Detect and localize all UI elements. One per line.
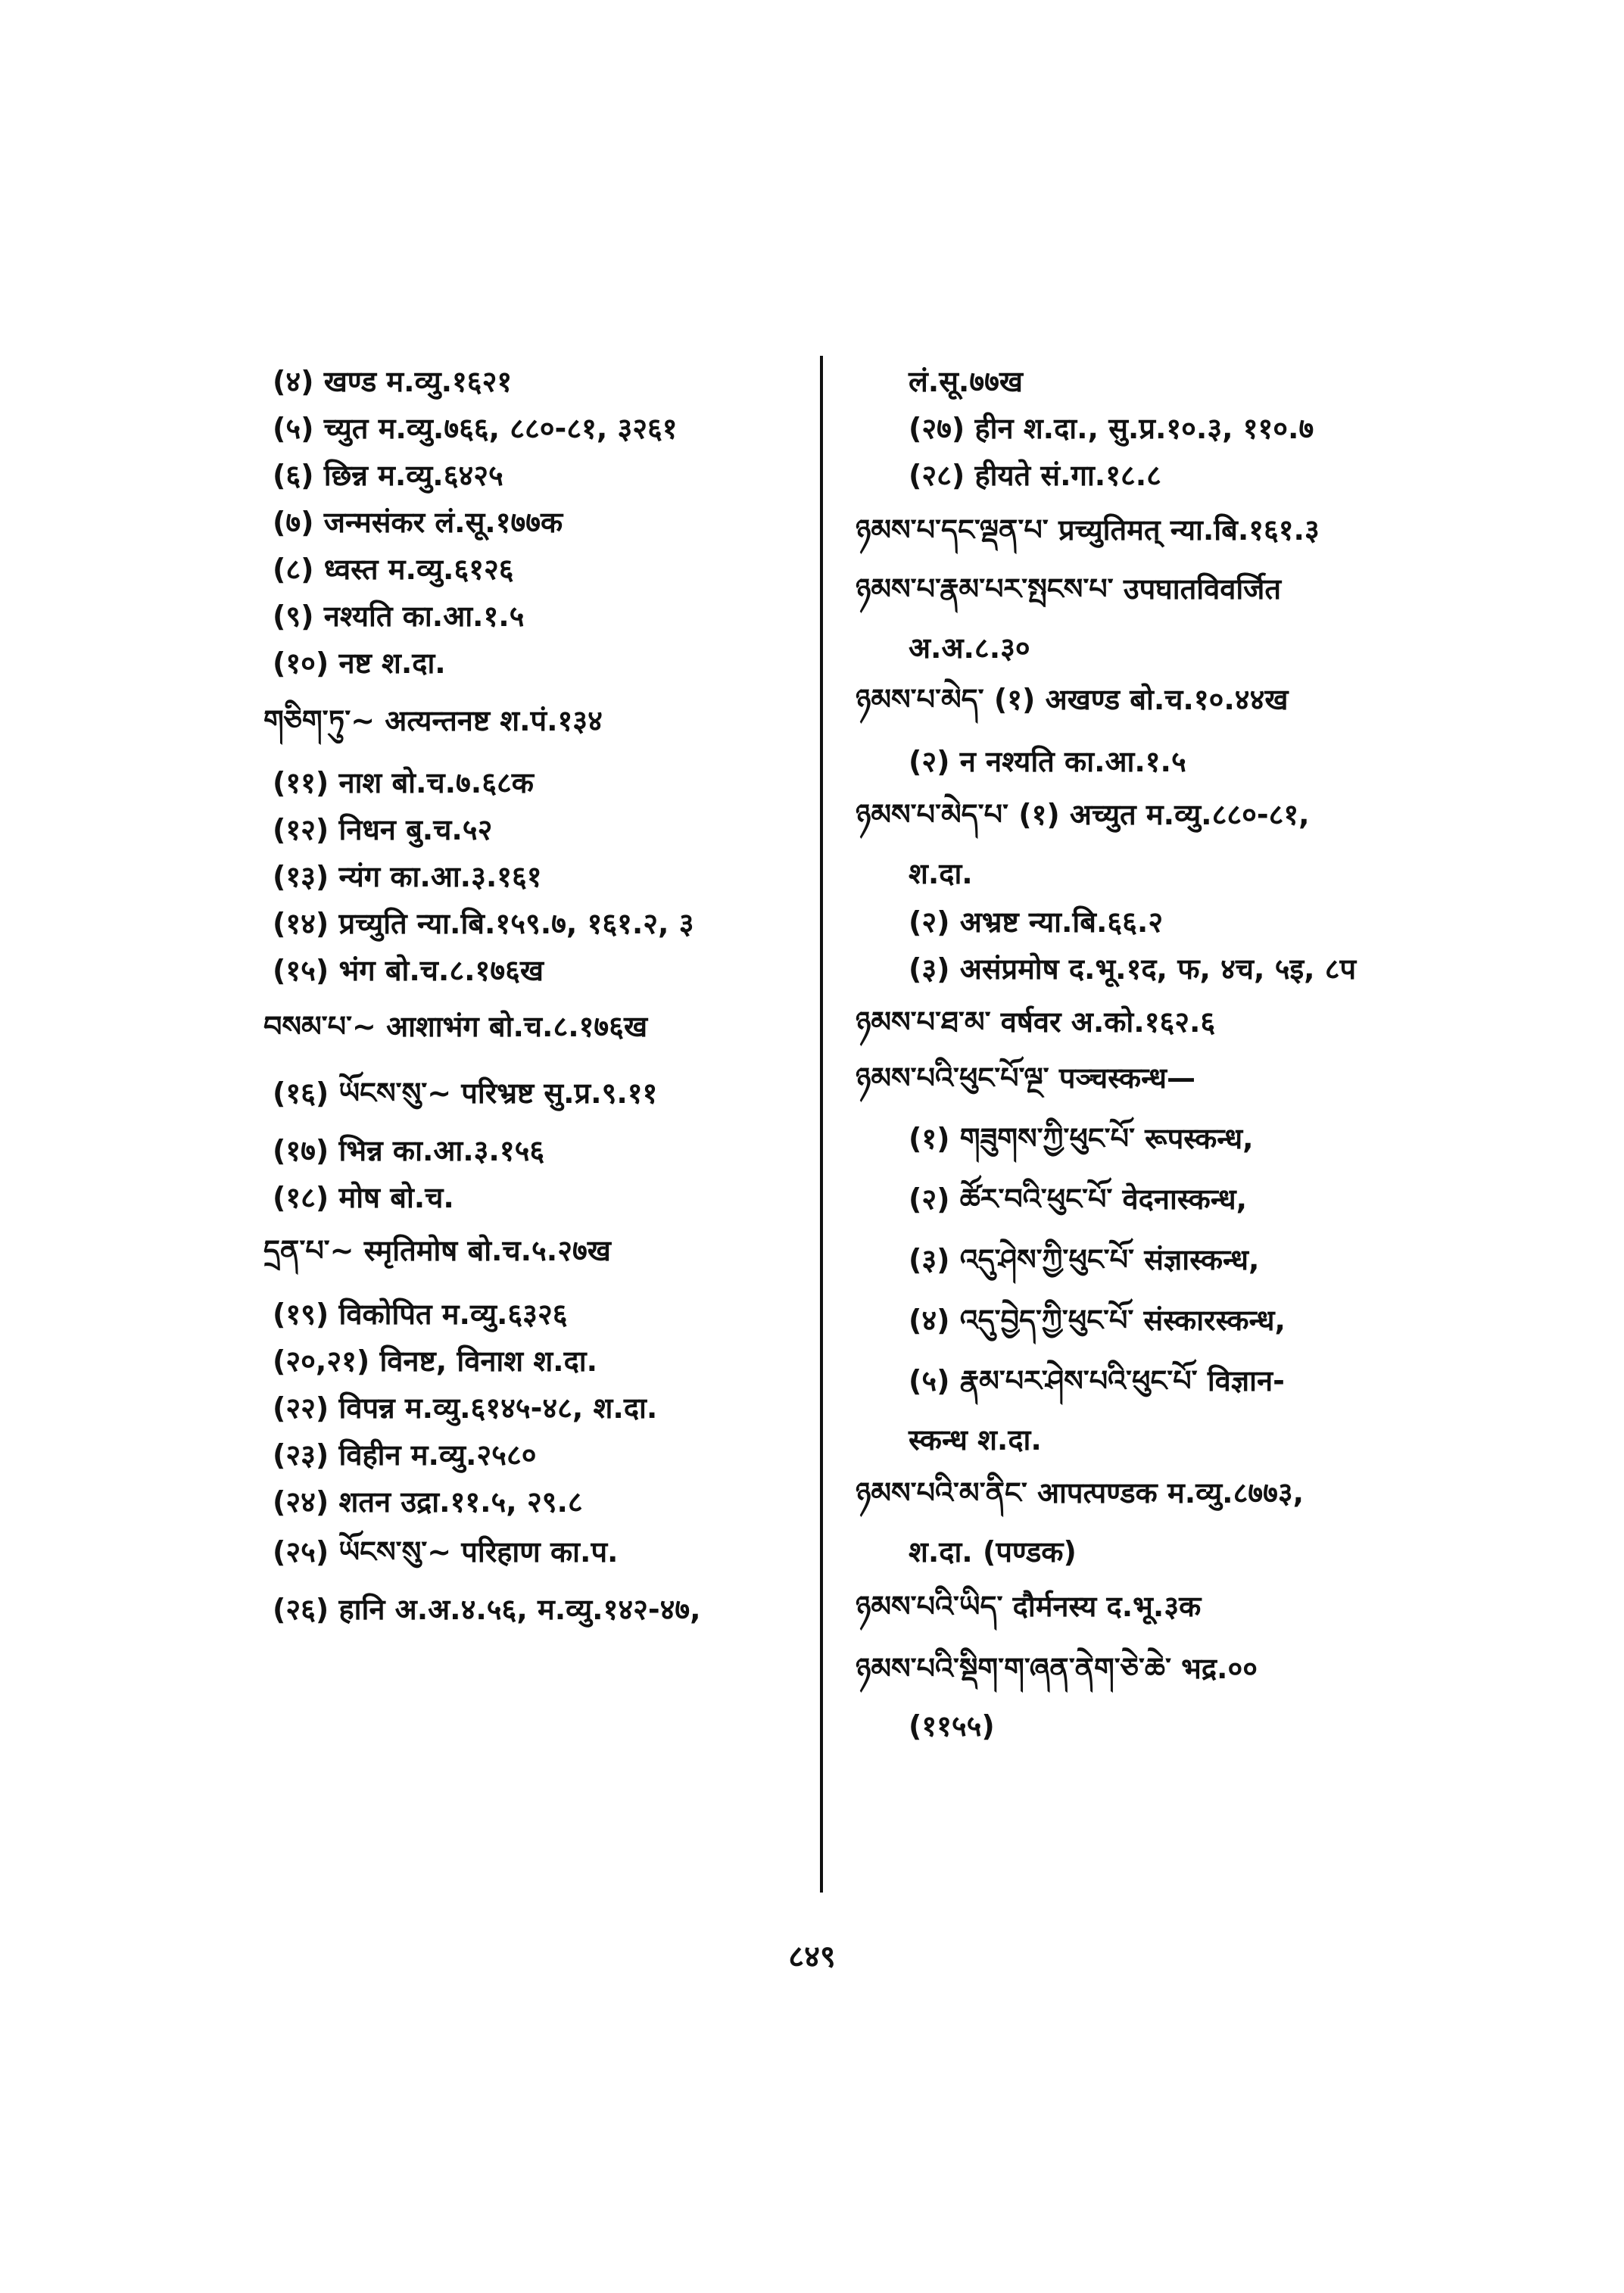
dictionary-entry-line: (१७) भिन्न का.आ.३.१५६ [273,1134,545,1167]
dictionary-entry-line: (२८) हीयते सं.गा.१८.८ [909,459,1161,492]
dictionary-entry-line: अ.अ.८.३० [909,631,1030,665]
dictionary-entry-line: (१०) नष्ट श.दा. [273,646,446,680]
dictionary-entry-line: (६) छिन्न म.व्यु.६४२५ [273,459,503,492]
column-divider [820,356,823,1893]
dictionary-entry-line: (२) ཚོར་བའི་ཕུང་པོ་ वेदनास्कन्ध, [909,1182,1248,1216]
dictionary-entry-line: श.दा. [909,857,973,890]
dictionary-entry-line: श.दा. (पण्डक) [909,1535,1077,1569]
dictionary-entry-line: (८) ध्वस्त म.व्यु.६१२६ [273,553,514,586]
dictionary-entry-line: स्कन्ध श.दा. [909,1423,1042,1456]
dictionary-entry-line: (२) न नश्यति का.आ.१.५ [909,745,1186,778]
dictionary-entry-line: (२५) ཡོངས་སུ་~ परिहाण का.प. [273,1535,619,1569]
dictionary-entry-line: ཉམས་པ་རྣམ་པར་སྤངས་པ་ उपघातविवर्जित [856,572,1282,606]
dictionary-entry-line: (९) नश्यति का.आ.१.५ [273,600,525,633]
dictionary-entry-line: (७) जन्मसंकर लं.सू.१७७क [273,506,563,539]
dictionary-entry-line: (१) གཟུགས་ཀྱི་ཕུང་པོ་ रूपस्कन्ध, [909,1122,1254,1155]
dictionary-entry-line: ཉམས་པའི་སྡིག་ག་ཞན་ནེག་ཅེ་ཆེ་ भद्र.०० [856,1652,1258,1685]
dictionary-entry-line: (५) རྣམ་པར་ཤེས་པའི་ཕུང་པོ་ विज्ञान- [909,1364,1285,1397]
dictionary-entry-line: (१५) भंग बो.च.८.१७६ख [273,954,544,987]
dictionary-entry-line: (३) असंप्रमोष द.भू.१द, फ, ४च, ५इ, ८प [909,952,1357,986]
dictionary-entry-line: (११) नाश बो.च.७.६८क [273,766,534,799]
dictionary-entry-line: (१९) विकोपित म.व्यु.६३२६ [273,1298,568,1331]
dictionary-entry-line: (१२) निधन बु.च.५२ [273,813,493,846]
dictionary-entry-line: ཉམས་པའི་ཡིད་ दौर्मनस्य द.भू.३क [856,1590,1202,1623]
dictionary-entry-line: (३) འདུ་ཤེས་ཀྱི་ཕུང་པོ་ संज्ञास्कन्ध, [909,1243,1260,1276]
dictionary-entry-line: (२७) हीन श.दा., सु.प्र.१०.३, ११०.७ [909,412,1314,445]
dictionary-entry-line: (२४) शतन उद्रा.११.५, २९.८ [273,1485,583,1519]
dictionary-entry-line: (४) खण्ड म.व्यु.१६२१ [273,365,513,398]
dictionary-entry-line: (२३) विहीन म.व्यु.२५८० [273,1438,537,1472]
dictionary-entry-line: (१८) मोष बो.च. [273,1181,454,1214]
dictionary-entry-line: (१३) न्यंग का.आ.३.१६१ [273,860,542,893]
dictionary-entry-line: (१६) ཡོངས་སུ་~ परिभ्रष्ट सु.प्र.९.११ [273,1076,658,1110]
page-number: ८४९ [788,1939,836,1974]
dictionary-entry-line: (४) འདུ་བྱེད་ཀྱི་ཕུང་པོ་ संस्कारस्कन्ध, [909,1304,1286,1337]
dictionary-entry-line: (१४) प्रच्युति न्या.बि.१५९.७, १६१.२, ३ [273,907,694,940]
dictionary-entry-line: (२२) विपन्न म.व्यु.६१४५-४८, श.दा. [273,1391,658,1425]
dictionary-entry-line: ཉམས་པ་ཐ་མ་ वर्षवर अ.को.१६२.६ [856,1005,1216,1039]
dictionary-entry-line: (२६) हानि अ.अ.४.५६, म.व्यु.१४२-४७, [273,1593,701,1626]
dictionary-entry-line: བསམ་པ་~ आशाभंग बो.च.८.१७६ख [263,1010,648,1043]
dictionary-entry-line: གཅིག་ཏུ་~ अत्यन्तनष्ट श.पं.१३४ [263,704,603,737]
dictionary-entry-line: ཉམས་པའི་ཕུང་པོ་ལྔ་ पञ्चस्कन्ध— [856,1061,1195,1095]
dictionary-entry-line: (२) अभ्रष्ट न्या.बि.६६.२ [909,905,1164,939]
dictionary-entry-line: (११५५) [909,1709,995,1743]
dictionary-entry-line: लं.सू.७७ख [909,365,1023,398]
dictionary-entry-line: (२०,२१) विनष्ट, विनाश श.दा. [273,1344,598,1378]
dictionary-entry-line: ཉམས་པ་དང་ལྡན་པ་ प्रच्युतिमत् न्या.बि.१६१.३ [856,513,1320,547]
dictionary-entry-line: ཉམས་པ་མེད་པ་ (१) अच्युत म.व्यु.८८०-८१, [856,798,1310,831]
dictionary-entry-line: ཉམས་པའི་མ་ནིང་ आपत्पण्डक म.व्यु.८७७३, [856,1476,1304,1509]
dictionary-entry-line: (५) च्युत म.व्यु.७६६, ८८०-८१, ३२६१ [273,412,678,445]
dictionary-entry-line: དྲན་པ་~ स्मृतिमोष बो.च.५.२७ख [263,1234,611,1267]
dictionary-entry-line: ཉམས་པ་མེད་ (१) अखण्ड बो.च.१०.४४ख [856,683,1289,716]
